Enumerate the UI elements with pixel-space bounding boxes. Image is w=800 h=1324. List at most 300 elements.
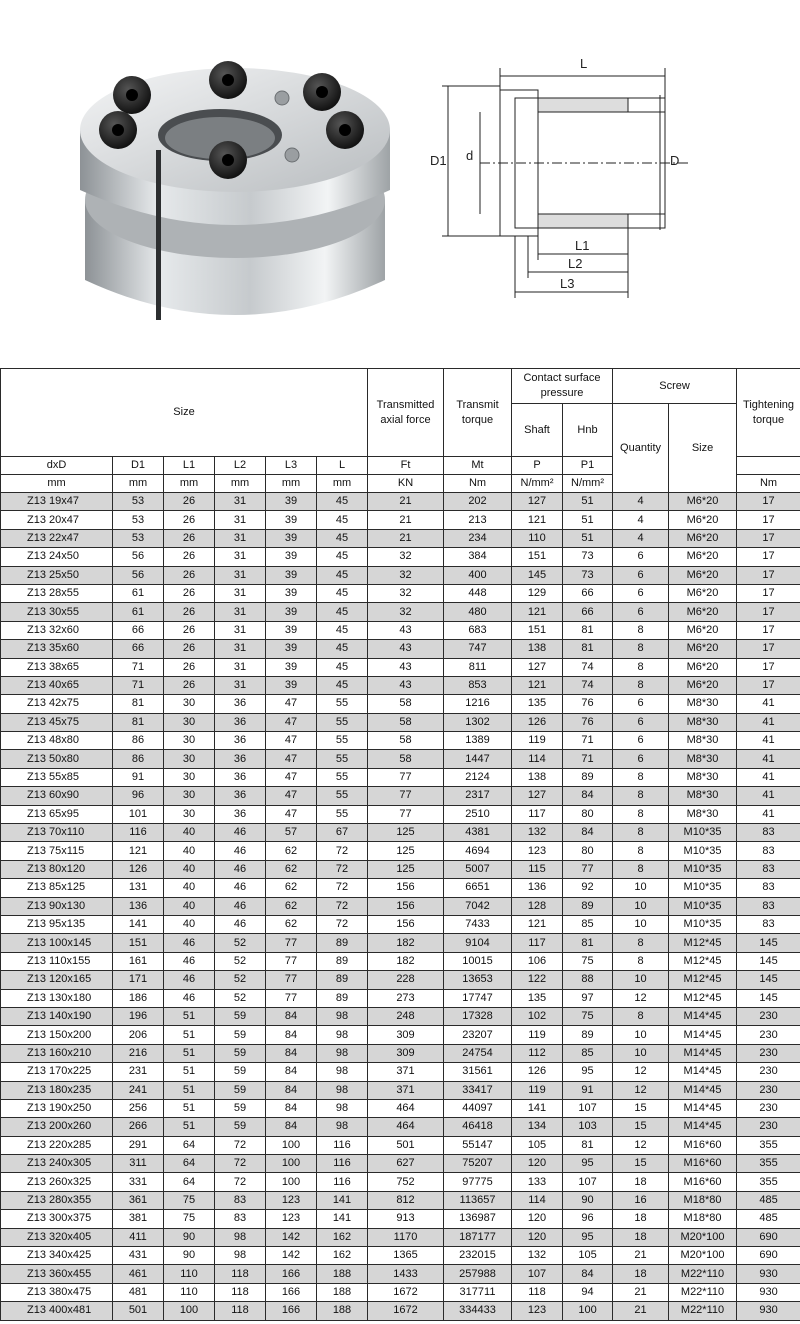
cell-ft: 1672 (368, 1283, 444, 1301)
cell-quantity: 10 (613, 897, 669, 915)
cell-l3: 166 (266, 1265, 317, 1283)
cell-p1: 51 (563, 493, 613, 511)
cell-l: 67 (317, 824, 368, 842)
cell-model: Z13 160x210 (1, 1044, 113, 1062)
cell-p1: 97 (563, 989, 613, 1007)
cell-l: 45 (317, 584, 368, 602)
cell-d1: 381 (113, 1210, 164, 1228)
cell-l1: 51 (164, 1081, 215, 1099)
table-row (1, 1099, 800, 1117)
table-row (1, 621, 800, 639)
cell-l1: 51 (164, 1007, 215, 1025)
cell-ft: 182 (368, 934, 444, 952)
cell-l3: 47 (266, 750, 317, 768)
cell-screw-size: M16*60 (669, 1155, 737, 1173)
cell-model: Z13 28x55 (1, 584, 113, 602)
cell-screw-size: M8*30 (669, 695, 737, 713)
cell-mt: 811 (444, 658, 512, 676)
cell-p1: 85 (563, 915, 613, 933)
cell-mt: 46418 (444, 1118, 512, 1136)
cell-quantity: 6 (613, 603, 669, 621)
cell-p1: 73 (563, 548, 613, 566)
cell-quantity: 8 (613, 1007, 669, 1025)
dim-label-d1: D1 (430, 153, 447, 168)
cell-d1: 61 (113, 584, 164, 602)
cell-ft: 156 (368, 879, 444, 897)
cell-l3: 84 (266, 1026, 317, 1044)
cell-tightening: 930 (737, 1265, 800, 1283)
cell-l1: 46 (164, 934, 215, 952)
cell-p: 135 (512, 989, 563, 1007)
cell-l2: 31 (215, 511, 266, 529)
cell-model: Z13 380x475 (1, 1283, 113, 1301)
cell-l2: 59 (215, 1026, 266, 1044)
table-row (1, 566, 800, 584)
table-row (1, 1026, 800, 1044)
cell-quantity: 8 (613, 860, 669, 878)
cell-p1: 81 (563, 1136, 613, 1154)
cell-mt: 136987 (444, 1210, 512, 1228)
cell-p1: 100 (563, 1302, 613, 1320)
cell-screw-size: M10*35 (669, 915, 737, 933)
dim-label-l3: L3 (560, 276, 575, 291)
cell-l1: 26 (164, 584, 215, 602)
cell-p1: 76 (563, 695, 613, 713)
cell-p: 119 (512, 1081, 563, 1099)
cell-l2: 52 (215, 934, 266, 952)
cell-mt: 1302 (444, 713, 512, 731)
unit-l: mm (317, 475, 368, 493)
cell-l3: 142 (266, 1228, 317, 1246)
cell-l: 45 (317, 658, 368, 676)
symbol-p1: P1 (563, 457, 613, 475)
cell-mt: 480 (444, 603, 512, 621)
dim-label-l2: L2 (568, 256, 583, 271)
cell-mt: 683 (444, 621, 512, 639)
cell-l: 45 (317, 493, 368, 511)
cell-ft: 43 (368, 676, 444, 694)
table-row (1, 695, 800, 713)
cell-p: 132 (512, 824, 563, 842)
cell-ft: 627 (368, 1155, 444, 1173)
cell-l: 98 (317, 1099, 368, 1117)
cell-model: Z13 95x135 (1, 915, 113, 933)
cell-model: Z13 90x130 (1, 897, 113, 915)
cell-p: 115 (512, 860, 563, 878)
cell-tightening: 17 (737, 658, 800, 676)
cell-model: Z13 60x90 (1, 787, 113, 805)
table-row (1, 548, 800, 566)
table-row (1, 768, 800, 786)
cell-l2: 31 (215, 603, 266, 621)
cell-screw-size: M6*20 (669, 566, 737, 584)
cell-model: Z13 35x60 (1, 640, 113, 658)
cell-p: 121 (512, 676, 563, 694)
cell-p1: 105 (563, 1247, 613, 1265)
cell-model: Z13 24x50 (1, 548, 113, 566)
cell-p: 114 (512, 1191, 563, 1209)
cell-screw-size: M10*35 (669, 842, 737, 860)
cell-l2: 98 (215, 1247, 266, 1265)
cell-mt: 2317 (444, 787, 512, 805)
cell-l1: 46 (164, 971, 215, 989)
cell-tightening: 83 (737, 824, 800, 842)
cell-l2: 31 (215, 676, 266, 694)
table-row (1, 732, 800, 750)
cell-p: 117 (512, 805, 563, 823)
cell-model: Z13 150x200 (1, 1026, 113, 1044)
cell-p: 119 (512, 732, 563, 750)
cell-mt: 5007 (444, 860, 512, 878)
cell-screw-size: M22*110 (669, 1265, 737, 1283)
cell-mt: 17328 (444, 1007, 512, 1025)
cell-l1: 30 (164, 695, 215, 713)
cell-tightening: 83 (737, 842, 800, 860)
cell-l3: 39 (266, 640, 317, 658)
cell-screw-size: M14*45 (669, 1007, 737, 1025)
cell-tightening: 230 (737, 1007, 800, 1025)
cell-model: Z13 22x47 (1, 529, 113, 547)
cell-screw-size: M6*20 (669, 548, 737, 566)
product-photo (70, 50, 400, 340)
cell-model: Z13 32x60 (1, 621, 113, 639)
cell-l1: 75 (164, 1210, 215, 1228)
cell-l3: 84 (266, 1081, 317, 1099)
cell-screw-size: M10*35 (669, 879, 737, 897)
cell-l: 55 (317, 732, 368, 750)
cell-model: Z13 75x115 (1, 842, 113, 860)
cell-screw-size: M12*45 (669, 989, 737, 1007)
cell-mt: 234 (444, 529, 512, 547)
cell-ft: 371 (368, 1081, 444, 1099)
cell-p1: 85 (563, 1044, 613, 1062)
table-row (1, 1155, 800, 1173)
cell-mt: 13653 (444, 971, 512, 989)
cell-l: 45 (317, 621, 368, 639)
cell-ft: 273 (368, 989, 444, 1007)
cell-l: 45 (317, 548, 368, 566)
cell-l2: 118 (215, 1283, 266, 1301)
unit-d1: mm (113, 475, 164, 493)
cell-l1: 40 (164, 860, 215, 878)
cell-tightening: 690 (737, 1247, 800, 1265)
cell-l: 162 (317, 1228, 368, 1246)
cell-l1: 26 (164, 658, 215, 676)
cell-mt: 7042 (444, 897, 512, 915)
table-row (1, 915, 800, 933)
cell-model: Z13 400x481 (1, 1302, 113, 1320)
header-size: Size (1, 369, 368, 457)
cell-quantity: 4 (613, 511, 669, 529)
cell-p: 121 (512, 603, 563, 621)
cell-l1: 26 (164, 493, 215, 511)
cell-p1: 80 (563, 842, 613, 860)
cell-d1: 91 (113, 768, 164, 786)
cell-quantity: 8 (613, 842, 669, 860)
cell-l2: 46 (215, 842, 266, 860)
cell-l: 188 (317, 1283, 368, 1301)
cell-ft: 1672 (368, 1302, 444, 1320)
cell-ft: 125 (368, 860, 444, 878)
cell-quantity: 8 (613, 805, 669, 823)
cell-l1: 64 (164, 1173, 215, 1191)
dim-label-d-large: D (670, 153, 680, 168)
table-row (1, 805, 800, 823)
cell-tightening: 17 (737, 621, 800, 639)
cell-l1: 26 (164, 603, 215, 621)
table-row (1, 493, 800, 511)
cell-l2: 46 (215, 860, 266, 878)
cell-screw-size: M6*20 (669, 658, 737, 676)
cell-tightening: 41 (737, 787, 800, 805)
header-contact-pressure: Contact surface pressure (512, 369, 613, 404)
symbol-blank (737, 457, 800, 475)
cell-p1: 107 (563, 1173, 613, 1191)
cell-d1: 431 (113, 1247, 164, 1265)
cell-mt: 23207 (444, 1026, 512, 1044)
cell-tightening: 230 (737, 1081, 800, 1099)
cell-model: Z13 190x250 (1, 1099, 113, 1117)
cell-tightening: 230 (737, 1118, 800, 1136)
cell-p: 135 (512, 695, 563, 713)
cell-l1: 30 (164, 768, 215, 786)
cell-d1: 501 (113, 1302, 164, 1320)
cell-l1: 51 (164, 1026, 215, 1044)
cell-d1: 121 (113, 842, 164, 860)
cell-l1: 46 (164, 952, 215, 970)
cell-screw-size: M8*30 (669, 732, 737, 750)
cell-mt: 33417 (444, 1081, 512, 1099)
cell-tightening: 83 (737, 897, 800, 915)
cell-l2: 59 (215, 1118, 266, 1136)
cell-model: Z13 360x455 (1, 1265, 113, 1283)
cell-l: 89 (317, 989, 368, 1007)
cell-d1: 101 (113, 805, 164, 823)
cell-p: 132 (512, 1247, 563, 1265)
cell-l: 55 (317, 695, 368, 713)
cell-screw-size: M22*110 (669, 1302, 737, 1320)
symbol-l: L (317, 457, 368, 475)
cell-ft: 182 (368, 952, 444, 970)
cell-l1: 90 (164, 1247, 215, 1265)
cell-mt: 4694 (444, 842, 512, 860)
cell-p1: 81 (563, 640, 613, 658)
cell-p: 102 (512, 1007, 563, 1025)
cell-d1: 96 (113, 787, 164, 805)
cell-mt: 317711 (444, 1283, 512, 1301)
cell-p: 107 (512, 1265, 563, 1283)
cell-model: Z13 20x47 (1, 511, 113, 529)
cell-model: Z13 80x120 (1, 860, 113, 878)
cell-l: 45 (317, 511, 368, 529)
cell-ft: 43 (368, 658, 444, 676)
cell-l2: 31 (215, 640, 266, 658)
cell-screw-size: M8*30 (669, 787, 737, 805)
cell-p1: 84 (563, 824, 613, 842)
cell-l2: 36 (215, 805, 266, 823)
cell-l: 89 (317, 952, 368, 970)
cell-tightening: 930 (737, 1283, 800, 1301)
cell-l: 98 (317, 1044, 368, 1062)
cell-mt: 31561 (444, 1063, 512, 1081)
cell-screw-size: M12*45 (669, 952, 737, 970)
cell-l2: 83 (215, 1191, 266, 1209)
cell-tightening: 41 (737, 732, 800, 750)
cell-l3: 100 (266, 1155, 317, 1173)
cell-d1: 186 (113, 989, 164, 1007)
table-row (1, 952, 800, 970)
cell-l3: 84 (266, 1044, 317, 1062)
cell-screw-size: M6*20 (669, 511, 737, 529)
cell-screw-size: M16*60 (669, 1173, 737, 1191)
cell-mt: 44097 (444, 1099, 512, 1117)
cell-l1: 30 (164, 732, 215, 750)
cell-model: Z13 48x80 (1, 732, 113, 750)
cell-ft: 812 (368, 1191, 444, 1209)
cell-l: 55 (317, 805, 368, 823)
cell-model: Z13 85x125 (1, 879, 113, 897)
cell-l1: 26 (164, 676, 215, 694)
cell-l1: 90 (164, 1228, 215, 1246)
cell-model: Z13 42x75 (1, 695, 113, 713)
cell-p1: 94 (563, 1283, 613, 1301)
cell-l3: 47 (266, 768, 317, 786)
cell-l2: 46 (215, 897, 266, 915)
unit-tightening: Nm (737, 475, 800, 493)
cell-p: 106 (512, 952, 563, 970)
cell-l3: 39 (266, 529, 317, 547)
cell-quantity: 8 (613, 658, 669, 676)
cell-l2: 31 (215, 529, 266, 547)
cell-quantity: 8 (613, 952, 669, 970)
cell-p1: 107 (563, 1099, 613, 1117)
cell-ft: 1170 (368, 1228, 444, 1246)
cell-p: 120 (512, 1210, 563, 1228)
table-row (1, 842, 800, 860)
cell-l2: 52 (215, 989, 266, 1007)
cell-l: 162 (317, 1247, 368, 1265)
cell-ft: 228 (368, 971, 444, 989)
cell-d1: 171 (113, 971, 164, 989)
cell-tightening: 230 (737, 1026, 800, 1044)
cell-screw-size: M6*20 (669, 621, 737, 639)
cell-ft: 21 (368, 511, 444, 529)
cell-p: 117 (512, 934, 563, 952)
cell-l: 45 (317, 566, 368, 584)
cell-screw-size: M20*100 (669, 1228, 737, 1246)
cell-d1: 66 (113, 640, 164, 658)
cell-d1: 81 (113, 695, 164, 713)
cell-l: 72 (317, 860, 368, 878)
unit-ft: KN (368, 475, 444, 493)
cell-l2: 72 (215, 1155, 266, 1173)
table-row (1, 529, 800, 547)
cell-tightening: 145 (737, 952, 800, 970)
cell-mt: 334433 (444, 1302, 512, 1320)
cell-quantity: 16 (613, 1191, 669, 1209)
cell-p: 129 (512, 584, 563, 602)
cell-screw-size: M8*30 (669, 750, 737, 768)
cell-screw-size: M10*35 (669, 860, 737, 878)
cell-l2: 59 (215, 1099, 266, 1117)
cell-p1: 75 (563, 952, 613, 970)
cell-tightening: 41 (737, 713, 800, 731)
cell-tightening: 83 (737, 915, 800, 933)
cell-tightening: 83 (737, 860, 800, 878)
table-row (1, 1247, 800, 1265)
cell-ft: 125 (368, 842, 444, 860)
table-row (1, 934, 800, 952)
cell-d1: 461 (113, 1265, 164, 1283)
cell-l1: 30 (164, 805, 215, 823)
cell-l: 188 (317, 1302, 368, 1320)
cell-d1: 216 (113, 1044, 164, 1062)
unit-p1: N/mm² (563, 475, 613, 493)
cell-mt: 10015 (444, 952, 512, 970)
cell-l2: 36 (215, 713, 266, 731)
cell-p1: 81 (563, 621, 613, 639)
cell-p: 126 (512, 713, 563, 731)
cell-ft: 309 (368, 1026, 444, 1044)
table-row (1, 971, 800, 989)
cell-model: Z13 240x305 (1, 1155, 113, 1173)
cell-quantity: 6 (613, 566, 669, 584)
cell-d1: 136 (113, 897, 164, 915)
cell-l: 141 (317, 1191, 368, 1209)
symbol-ft: Ft (368, 457, 444, 475)
cell-model: Z13 200x260 (1, 1118, 113, 1136)
cell-d1: 53 (113, 529, 164, 547)
cell-model: Z13 65x95 (1, 805, 113, 823)
cell-screw-size: M14*45 (669, 1099, 737, 1117)
cell-screw-size: M16*60 (669, 1136, 737, 1154)
cell-l3: 62 (266, 842, 317, 860)
cell-p1: 80 (563, 805, 613, 823)
cell-mt: 400 (444, 566, 512, 584)
cell-quantity: 15 (613, 1099, 669, 1117)
cell-model: Z13 50x80 (1, 750, 113, 768)
cell-d1: 56 (113, 566, 164, 584)
table-row (1, 1081, 800, 1099)
cell-l3: 62 (266, 860, 317, 878)
cell-screw-size: M14*45 (669, 1118, 737, 1136)
table-row (1, 1228, 800, 1246)
product-header (0, 0, 800, 368)
dim-label-d-small: d (466, 148, 474, 163)
cell-l: 116 (317, 1173, 368, 1191)
cell-tightening: 485 (737, 1210, 800, 1228)
cell-mt: 202 (444, 493, 512, 511)
cell-quantity: 8 (613, 824, 669, 842)
cell-ft: 32 (368, 584, 444, 602)
cell-tightening: 355 (737, 1136, 800, 1154)
cell-ft: 77 (368, 787, 444, 805)
cell-l: 55 (317, 768, 368, 786)
table-row (1, 897, 800, 915)
cell-tightening: 17 (737, 603, 800, 621)
cell-tightening: 41 (737, 695, 800, 713)
specification-table (0, 368, 800, 1321)
cell-l2: 59 (215, 1063, 266, 1081)
cell-model: Z13 38x65 (1, 658, 113, 676)
cell-tightening: 690 (737, 1228, 800, 1246)
cell-l1: 100 (164, 1302, 215, 1320)
table-row (1, 860, 800, 878)
table-row (1, 989, 800, 1007)
cell-p: 151 (512, 621, 563, 639)
table-row (1, 1283, 800, 1301)
cell-tightening: 485 (737, 1191, 800, 1209)
